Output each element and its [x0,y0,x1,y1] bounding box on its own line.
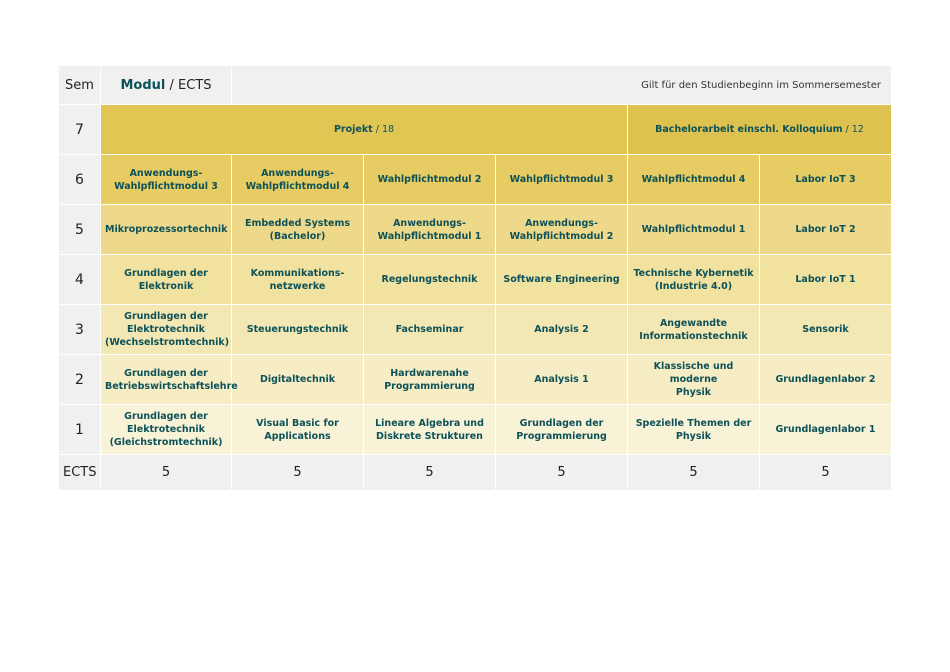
module-cell: Sensorik [760,305,892,355]
module-cell: Anwendungs- Wahlpflichtmodul 3 [101,155,232,205]
ects-row-label: ECTS [59,455,101,491]
semester-row-3 [59,305,892,355]
ects-value: 5 [760,455,892,491]
module-cell: Hardwarenahe Programmierung [364,355,496,405]
module-separator: / [372,124,382,135]
semester-number: 5 [59,205,101,255]
module-cell: Analysis 1 [496,355,628,405]
sem-header: Sem [59,66,101,105]
semester-row-7 [59,105,892,155]
module-bachelorarbeit [628,105,892,155]
module-cell: Visual Basic for Applications [232,405,364,455]
module-separator: / [842,124,852,135]
module-cell: Wahlpflichtmodul 3 [496,155,628,205]
module-cell: Grundlagen der Elektrotechnik (Wechselstromtechnik) [101,305,232,355]
semester-row-4 [59,255,892,305]
module-cell: Analysis 2 [496,305,628,355]
module-cell: Anwendungs- Wahlpflichtmodul 2 [496,205,628,255]
module-cell: Labor IoT 1 [760,255,892,305]
module-cell: Regelungstechnik [364,255,496,305]
module-cell: Steuerungstechnik [232,305,364,355]
module-cell: Kommunikations- netzwerke [232,255,364,305]
ects-value: 5 [364,455,496,491]
semester-number: 1 [59,405,101,455]
study-plan-table [58,65,892,491]
module-cell: Software Engineering [496,255,628,305]
semester-number: 3 [59,305,101,355]
header-separator: / [165,77,179,93]
module-cell: Grundlagen der Betriebswirtschaftslehre [101,355,232,405]
module-cell: Klassische und moderne Physik [628,355,760,405]
ects-value: 5 [101,455,232,491]
module-cell: Grundlagen der Elektrotechnik (Gleichstromtechnik) [101,405,232,455]
modul-ects-header [101,66,232,105]
module-cell: Spezielle Themen der Physik [628,405,760,455]
semester-number: 6 [59,155,101,205]
semester-number: 2 [59,355,101,405]
module-cell: Wahlpflichtmodul 2 [364,155,496,205]
ects-row [59,455,892,491]
module-cell: Wahlpflichtmodul 1 [628,205,760,255]
ects-value: 5 [232,455,364,491]
modul-label: Modul [120,77,166,93]
module-name: Bachelorarbeit einschl. Kolloquium [655,124,843,135]
semester-row-6 [59,155,892,205]
module-cell: Anwendungs- Wahlpflichtmodul 1 [364,205,496,255]
ects-value: 5 [496,455,628,491]
module-cell: Embedded Systems (Bachelor) [232,205,364,255]
semester-number: 7 [59,105,101,155]
module-projekt [101,105,628,155]
module-cell: Technische Kybernetik (Industrie 4.0) [628,255,760,305]
semester-number: 4 [59,255,101,305]
module-ects: 18 [381,124,395,135]
module-cell: Wahlpflichtmodul 4 [628,155,760,205]
module-cell: Lineare Algebra und Diskrete Strukturen [364,405,496,455]
semester-row-5 [59,205,892,255]
module-cell: Grundlagenlabor 1 [760,405,892,455]
module-cell: Mikroprozessortechnik [101,205,232,255]
module-cell: Labor IoT 2 [760,205,892,255]
module-ects: 12 [851,124,864,135]
ects-value: 5 [628,455,760,491]
module-cell: Grundlagen der Programmierung [496,405,628,455]
module-cell: Digitaltechnik [232,355,364,405]
module-cell: Angewandte Informationstechnik [628,305,760,355]
module-cell: Grundlagenlabor 2 [760,355,892,405]
module-name: Projekt [333,124,373,135]
module-cell: Labor IoT 3 [760,155,892,205]
validity-note: Gilt für den Studienbeginn im Sommersemester [232,66,892,105]
header-row [59,66,892,105]
ects-header-label: ECTS [178,77,212,93]
module-cell: Grundlagen der Elektronik [101,255,232,305]
semester-row-1 [59,405,892,455]
module-cell: Anwendungs- Wahlpflichtmodul 4 [232,155,364,205]
semester-row-2 [59,355,892,405]
module-cell: Fachseminar [364,305,496,355]
